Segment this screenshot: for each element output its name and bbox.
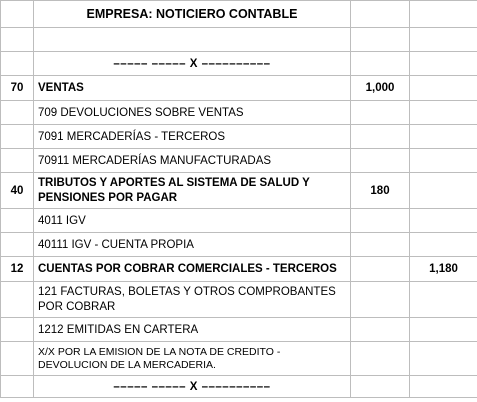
debit-amount <box>351 209 410 233</box>
blank-row <box>1 28 477 52</box>
header-row <box>1 1 477 28</box>
credit-amount <box>410 173 477 209</box>
account-code <box>1 125 34 149</box>
account-code: 70 <box>1 76 34 101</box>
table-row <box>1 125 477 149</box>
table-row <box>1 233 477 257</box>
empty-cell <box>410 52 477 76</box>
credit-amount: 1,180 <box>410 257 477 282</box>
separator-row <box>1 52 477 76</box>
credit-amount <box>410 233 477 257</box>
entry-separator-bottom: ––––– ––––– X –––––––––– <box>34 376 351 398</box>
account-name: 40111 IGV - CUENTA PROPIA <box>34 233 351 257</box>
empty-cell <box>1 28 34 52</box>
account-code <box>1 209 34 233</box>
empty-cell <box>351 376 410 398</box>
account-name: 709 DEVOLUCIONES SOBRE VENTAS <box>34 101 351 125</box>
account-code <box>1 282 34 318</box>
account-name: TRIBUTOS Y APORTES AL SISTEMA DE SALUD Y PENSIONES POR PAGAR <box>34 173 351 209</box>
header-debit-cell <box>351 1 410 28</box>
company-title: EMPRESA: NOTICIERO CONTABLE <box>34 1 351 28</box>
account-code: 12 <box>1 257 34 282</box>
table-row <box>1 209 477 233</box>
separator-row-bottom <box>1 376 477 398</box>
header-credit-cell <box>410 1 477 28</box>
credit-amount <box>410 149 477 173</box>
empty-cell <box>1 376 34 398</box>
debit-amount <box>351 149 410 173</box>
empty-cell <box>351 28 410 52</box>
account-code <box>1 149 34 173</box>
credit-amount <box>410 125 477 149</box>
debit-amount: 180 <box>351 173 410 209</box>
entry-gloss: X/X POR LA EMISION DE LA NOTA DE CREDITO - DEVOLUCION DE LA MERCADERIA. <box>34 342 351 376</box>
table-row <box>1 318 477 342</box>
account-code: 40 <box>1 173 34 209</box>
debit-amount: 1,000 <box>351 76 410 101</box>
table-row <box>1 282 477 318</box>
debit-amount <box>351 101 410 125</box>
table-row <box>1 257 477 282</box>
account-name: 1212 EMITIDAS EN CARTERA <box>34 318 351 342</box>
empty-cell <box>410 28 477 52</box>
credit-amount <box>410 282 477 318</box>
account-name: 70911 MERCADERÍAS MANUFACTURADAS <box>34 149 351 173</box>
debit-amount <box>351 282 410 318</box>
account-code <box>1 318 34 342</box>
empty-cell <box>351 342 410 376</box>
credit-amount <box>410 101 477 125</box>
account-name: 7091 MERCADERÍAS - TERCEROS <box>34 125 351 149</box>
table-row <box>1 76 477 101</box>
gloss-row <box>1 342 477 376</box>
empty-cell <box>1 52 34 76</box>
credit-amount <box>410 76 477 101</box>
credit-amount <box>410 209 477 233</box>
debit-amount <box>351 257 410 282</box>
account-name: 121 FACTURAS, BOLETAS Y OTROS COMPROBANTES POR COBRAR <box>34 282 351 318</box>
empty-cell <box>410 376 477 398</box>
debit-amount <box>351 233 410 257</box>
table-row <box>1 101 477 125</box>
account-code <box>1 101 34 125</box>
entry-separator: ––––– ––––– X –––––––––– <box>34 52 351 76</box>
account-name: VENTAS <box>34 76 351 101</box>
account-name: CUENTAS POR COBRAR COMERCIALES - TERCEROS <box>34 257 351 282</box>
empty-cell <box>34 28 351 52</box>
table-row <box>1 149 477 173</box>
debit-amount <box>351 125 410 149</box>
empty-cell <box>351 52 410 76</box>
empty-cell <box>410 342 477 376</box>
header-code-cell <box>1 1 34 28</box>
empty-cell <box>1 342 34 376</box>
account-name: 4011 IGV <box>34 209 351 233</box>
debit-amount <box>351 318 410 342</box>
table-row <box>1 173 477 209</box>
account-code <box>1 233 34 257</box>
credit-amount <box>410 318 477 342</box>
